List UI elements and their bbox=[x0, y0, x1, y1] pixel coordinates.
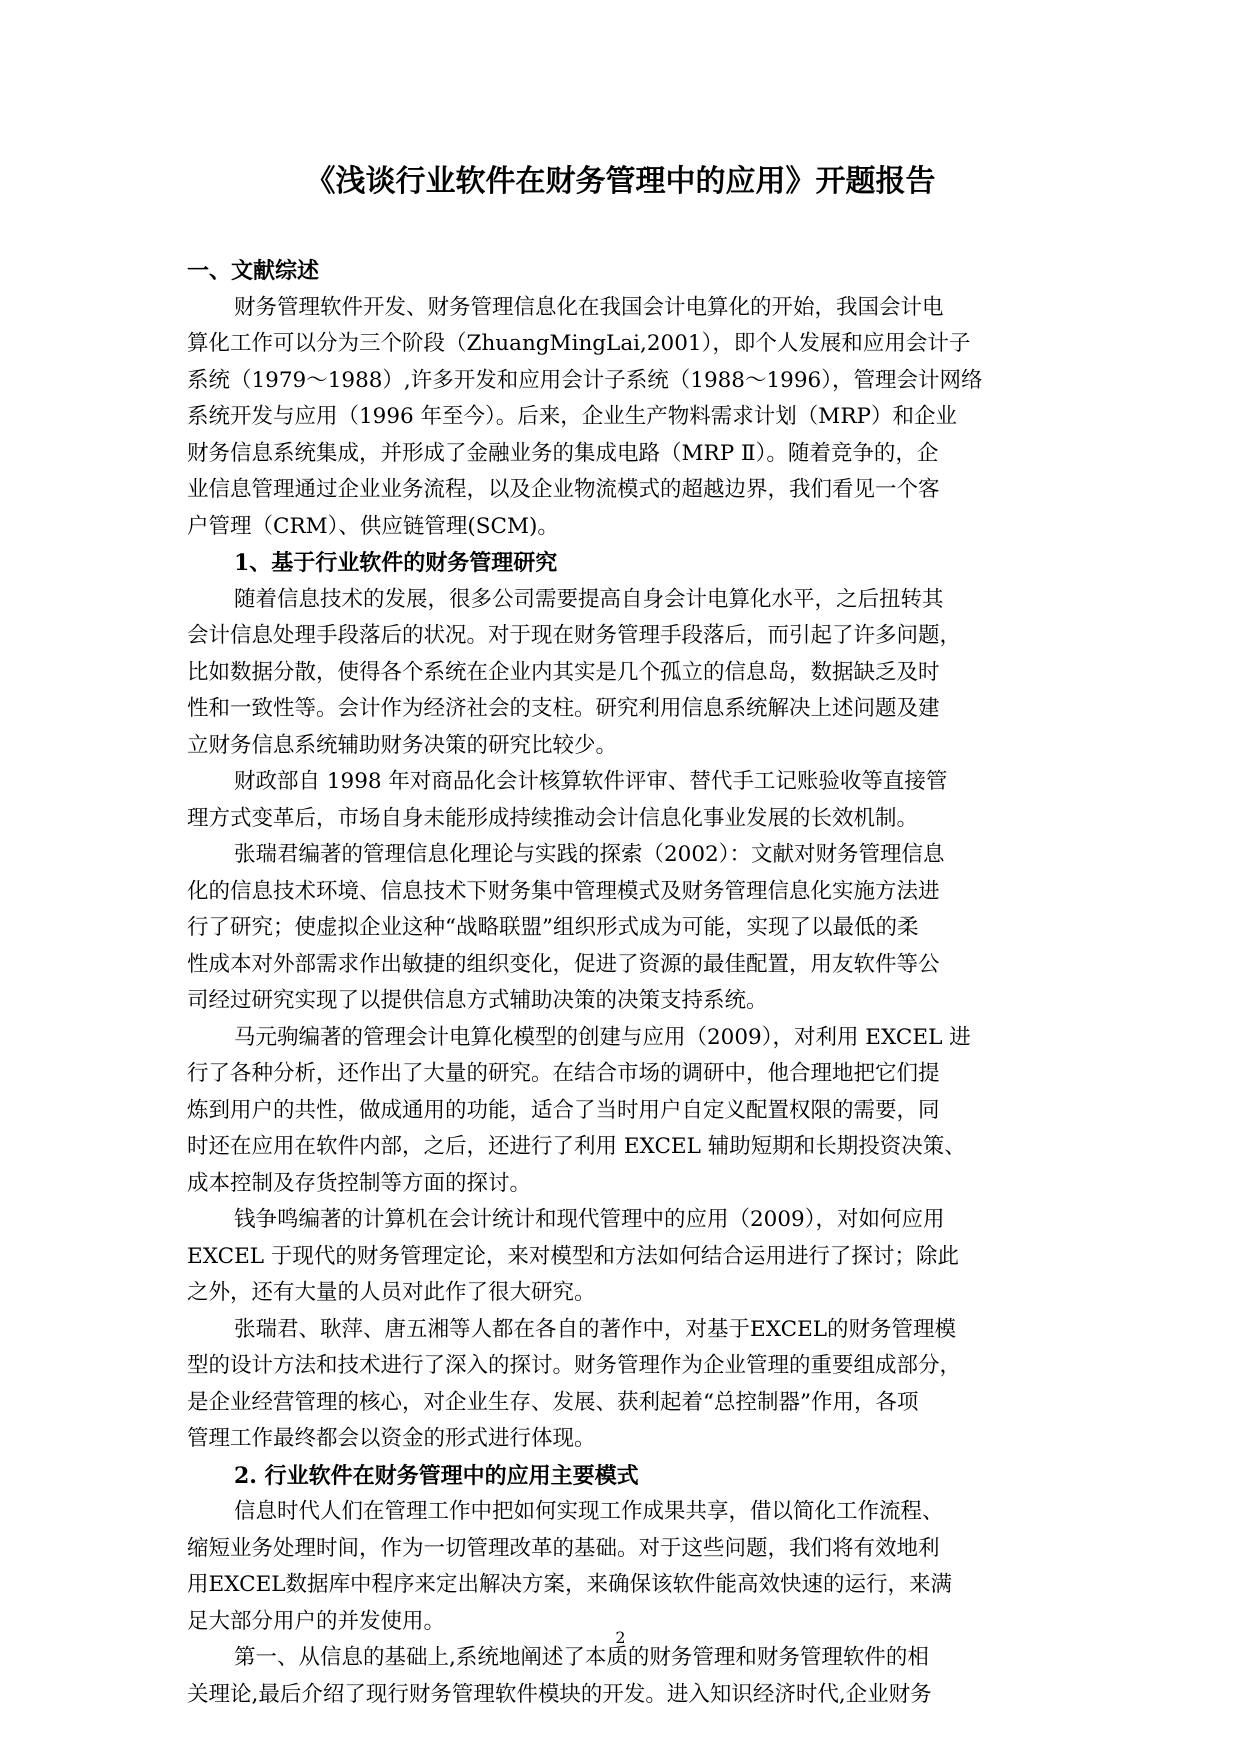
paragraph-line: 是企业经营管理的核心，对企业生存、发展、获利起着“总控制器”作用，各项 bbox=[187, 1389, 919, 1415]
paragraph-line: 财务信息系统集成，并形成了金融业务的集成电路（MRP Ⅱ）。随着竞争的，企 bbox=[187, 440, 939, 466]
paragraph bbox=[187, 837, 1055, 1020]
paragraph-line: 立财务信息系统辅助财务决策的研究比较少。 bbox=[187, 732, 618, 758]
paragraph-line: 性和一致性等。会计作为经济社会的支柱。研究利用信息系统解决上述问题及建 bbox=[187, 696, 940, 721]
paragraph-line: 化的信息技术环境、信息技术下财务集中管理模式及财务管理信息化实施方法进 bbox=[187, 878, 940, 904]
paragraph bbox=[187, 764, 1055, 837]
paragraph bbox=[187, 1494, 1055, 1640]
paragraph bbox=[187, 290, 1055, 546]
paragraph bbox=[187, 1640, 1055, 1713]
paragraph bbox=[187, 1020, 1055, 1203]
paragraph bbox=[187, 582, 1055, 765]
paragraph-line: 户管理（CRM）、供应链管理(SCM)。 bbox=[187, 513, 559, 539]
paragraph-line: 钱争鸣编著的计算机在会计统计和现代管理中的应用（2009），对如何应用 bbox=[234, 1207, 945, 1232]
paragraph-line: 会计信息处理手段落后的状况。对于现在财务管理手段落后，而引起了许多问题， bbox=[187, 623, 962, 648]
paragraph-line: 随着信息技术的发展，很多公司需要提高自身会计电算化水平，之后扭转其 bbox=[234, 586, 944, 612]
paragraph-line: 马元驹编著的管理会计电算化模型的创建与应用（2009），对利用 EXCEL 进 bbox=[234, 1024, 971, 1050]
paragraph bbox=[187, 1202, 1055, 1312]
paragraph-line: 行了研究；使虚拟企业这种“战略联盟”组织形式成为可能，实现了以最低的柔 bbox=[187, 915, 919, 940]
subsection-heading: 2. 行业软件在财务管理中的应用主要模式 bbox=[234, 1462, 639, 1489]
paragraph-line: 业信息管理通过企业业务流程，以及企业物流模式的超越边界，我们看见一个客 bbox=[187, 477, 940, 502]
paragraph-line: 行了各种分析，还作出了大量的研究。在结合市场的调研中，他合理地把它们提 bbox=[187, 1061, 940, 1086]
paragraph-line: 性成本对外部需求作出敏捷的组织变化，促进了资源的最佳配置，用友软件等公 bbox=[187, 951, 940, 977]
paragraph-line: 张瑞君、耿萍、唐五湘等人都在各自的著作中，对基于EXCEL的财务管理模 bbox=[234, 1316, 957, 1342]
paragraph-line: 缩短业务处理时间，作为一切管理改革的基础。对于这些问题，我们将有效地利 bbox=[187, 1535, 940, 1561]
paragraph-line: EXCEL 于现代的财务管理定论，来对模型和方法如何结合运用进行了探讨；除此 bbox=[187, 1243, 959, 1269]
paragraph-line: 足大部分用户的并发使用。 bbox=[187, 1608, 446, 1634]
subsection-heading: 1、基于行业软件的财务管理研究 bbox=[234, 550, 558, 576]
document-body bbox=[187, 253, 1055, 1713]
paragraph-line: 算化工作可以分为三个阶段（ZhuangMingLai,2001），即个人发展和应用会计子 bbox=[187, 331, 971, 356]
paragraph-line: 财务管理软件开发、财务管理信息化在我国会计电算化的开始，我国会计电 bbox=[234, 294, 944, 320]
paragraph-line: 张瑞君编著的管理信息化理论与实践的探索（2002）：文献对财务管理信息 bbox=[234, 842, 945, 867]
paragraph-line: 时还在应用在软件内部，之后，还进行了利用 EXCEL 辅助短期和长期投资决策、 bbox=[187, 1134, 966, 1159]
paragraph-line: 管理工作最终都会以资金的形式进行体现。 bbox=[187, 1426, 596, 1451]
section-heading: 一、文献综述 bbox=[187, 258, 320, 284]
paragraph-line: 关理论,最后介绍了现行财务管理软件模块的开发。进入知识经济时代,企业财务 bbox=[187, 1681, 932, 1707]
paragraph-line: 财政部自 1998 年对商品化会计核算软件评审、替代手工记账验收等直接管 bbox=[234, 769, 948, 794]
paragraph-line: 系统（1979～1988）,许多开发和应用会计子系统（1988～1996），管理会计网络 bbox=[187, 367, 983, 393]
paragraph bbox=[187, 1312, 1055, 1458]
paragraph-line: 成本控制及存货控制等方面的探讨。 bbox=[187, 1170, 532, 1196]
page-title: 《浅谈行业软件在财务管理中的应用》开题报告 bbox=[305, 164, 936, 199]
paragraph-line: 之外，还有大量的人员对此作了很大研究。 bbox=[187, 1280, 596, 1305]
paragraph-line: 司经过研究实现了以提供信息方式辅助决策的决策支持系统。 bbox=[187, 988, 768, 1013]
paragraph-line: 用EXCEL数据库中程序来定出解决方案，来确保该软件能高效快速的运行，来满 bbox=[187, 1572, 953, 1597]
paragraph-line: 第一、从信息的基础上,系统地阐述了本质的财务管理和财务管理软件的相 bbox=[234, 1645, 929, 1670]
paragraph-line: 理方式变革后，市场自身未能形成持续推动会计信息化事业发展的长效机制。 bbox=[187, 805, 919, 831]
paragraph-line: 比如数据分散，使得各个系统在企业内其实是几个孤立的信息岛，数据缺乏及时 bbox=[187, 659, 940, 685]
paragraph-line: 信息时代人们在管理工作中把如何实现工作成果共享，借以简化工作流程、 bbox=[234, 1499, 944, 1524]
paragraph-line: 炼到用户的共性，做成通用的功能，适合了当时用户自定义配置权限的需要，同 bbox=[187, 1097, 940, 1123]
page-number: 2 bbox=[615, 1628, 626, 1647]
paragraph-line: 系统开发与应用（1996 年至今）。后来，企业生产物料需求计划（MRP）和企业 bbox=[187, 404, 957, 429]
paragraph-line: 型的设计方法和技术进行了深入的探讨。财务管理作为企业管理的重要组成部分， bbox=[187, 1353, 962, 1378]
